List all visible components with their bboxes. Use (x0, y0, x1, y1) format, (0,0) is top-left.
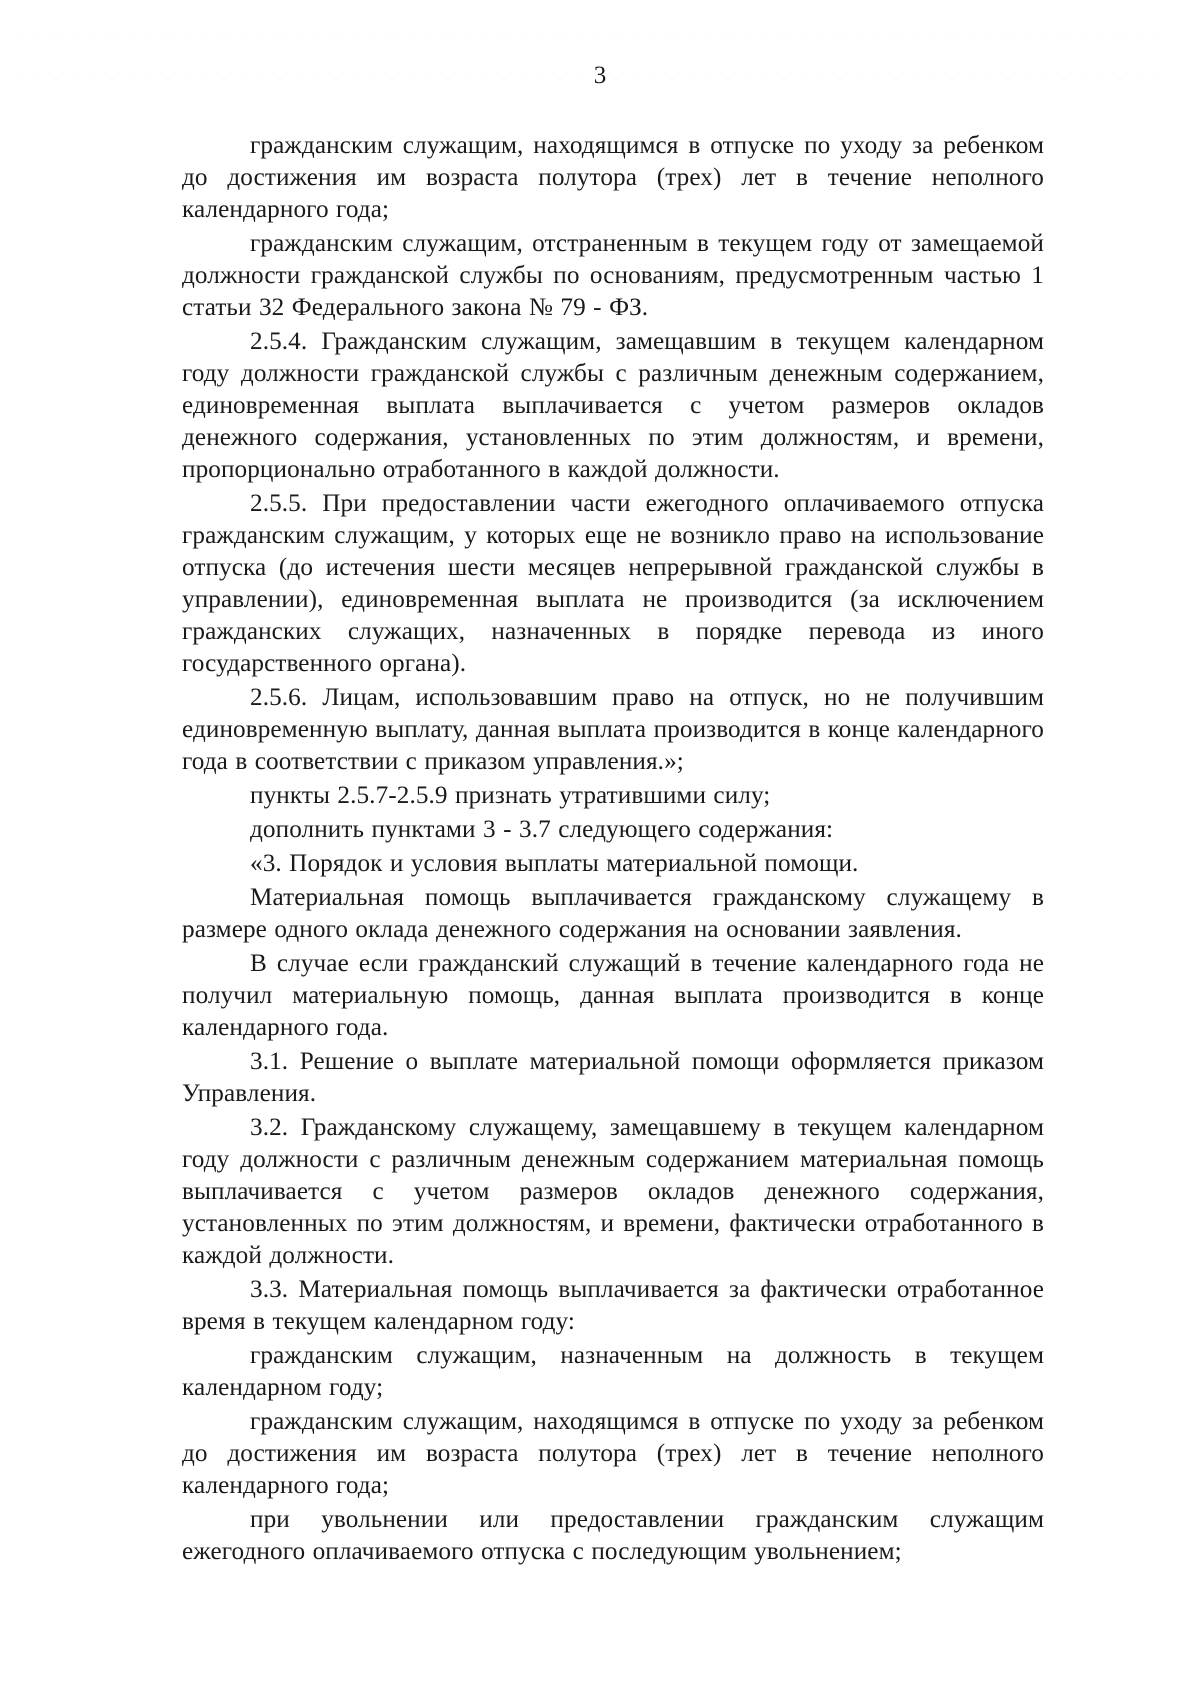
paragraph: В случае если гражданский служащий в течение календарного года не получил материальную помощь, данная выплата производится в конце календарного года. (182, 950, 1044, 1041)
paragraph: гражданским служащим, находящимся в отпуске по уходу за ребенком до достижения им возраста полутора (трех) лет в течение неполного календарного года; (182, 1408, 1044, 1499)
paragraph: 2.5.4. Гражданским служащим, замещавшим в текущем календарном году должности гражданской службы с различным денежным содержанием, единовременная выплата выплачивается с учетом размеров окладов денежного содержания, установленных по этим должностям, и времени, пропорционально отработанного в каждой должности. (182, 328, 1044, 483)
document-body (182, 130, 1044, 1570)
section-heading: «3. Порядок и условия выплаты материальной помощи. (250, 850, 859, 877)
paragraph: 2.5.6. Лицам, использовавшим право на отпуск, но не получившим единовременную выплату, данная выплата производится в конце календарного года в соответствии с приказом управления.»; (182, 684, 1044, 775)
paragraph: гражданским служащим, назначенным на должность в текущем календарном году; (182, 1342, 1044, 1401)
paragraph: дополнить пунктами 3 - 3.7 следующего содержания: (250, 816, 834, 843)
paragraph: 3.1. Решение о выплате материальной помощи оформляется приказом Управления. (182, 1048, 1044, 1107)
paragraph: гражданским служащим, отстраненным в текущем году от замещаемой должности гражданской службы по основаниям, предусмотренным частью 1 статьи 32 Федерального закона № 79 - ФЗ. (182, 230, 1044, 321)
paragraph: 3.3. Материальная помощь выплачивается за фактически отработанное время в текущем календарном году: (182, 1276, 1044, 1335)
paragraph: при увольнении или предоставлении гражданским служащим ежегодного оплачиваемого отпуска с последующим увольнением; (182, 1506, 1044, 1565)
page-number: 3 (593, 62, 607, 89)
paragraph: 3.2. Гражданскому служащему, замещавшему в текущем календарном году должности с различным денежным содержанием материальная помощь выплачивается с учетом размеров окладов денежного содержания, установленных по этим должностям, и времени, фактически отработанного в каждой должности. (182, 1114, 1044, 1269)
paragraph: пункты 2.5.7-2.5.9 признать утратившими силу; (250, 782, 771, 809)
paragraph: Материальная помощь выплачивается гражданскому служащему в размере одного оклада денежного содержания на основании заявления. (182, 884, 1044, 943)
paragraph: 2.5.5. При предоставлении части ежегодного оплачиваемого отпуска гражданским служащим, у которых еще не возникло право на использование отпуска (до истечения шести месяцев непрерывной гражданской службы в управлении), единовременная выплата не производится (за исключением гражданских служащих, назначенных в порядке перевода из иного государственного органа). (182, 490, 1044, 677)
paragraph: гражданским служащим, находящимся в отпуске по уходу за ребенком до достижения им возраста полутора (трех) лет в течение неполного календарного года; (182, 132, 1044, 223)
